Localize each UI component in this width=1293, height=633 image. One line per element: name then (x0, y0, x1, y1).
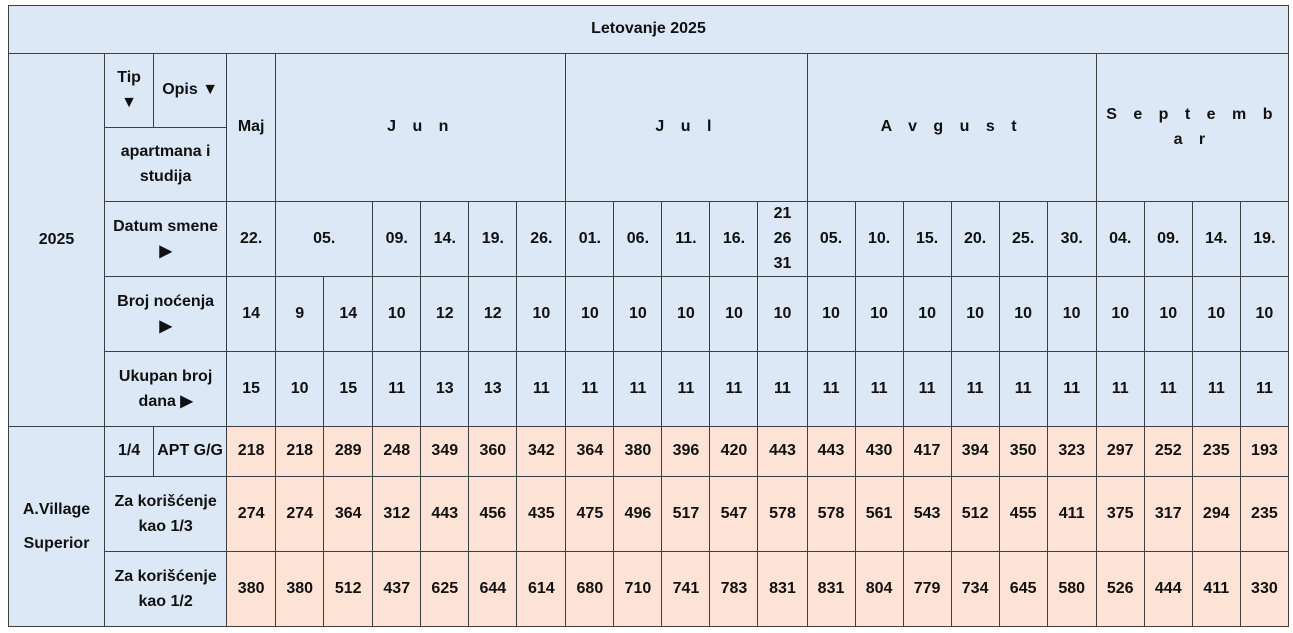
days-cell: 11 (1192, 352, 1240, 427)
price-cell: 645 (999, 552, 1047, 627)
month-jul: J u l (566, 54, 807, 202)
price-cell: 420 (710, 427, 758, 477)
price-cell: 512 (324, 552, 373, 627)
days-cell: 11 (758, 352, 807, 427)
price-cell: 475 (566, 477, 614, 552)
date-cell: 14. (1192, 202, 1240, 277)
days-cell: 15 (227, 352, 276, 427)
nights-cell: 12 (421, 277, 469, 352)
nights-cell: 10 (1096, 277, 1144, 352)
nights-cell: 10 (1240, 277, 1288, 352)
price-cell: 396 (662, 427, 710, 477)
row-label-broj: Broj noćenja ▶ (105, 277, 227, 352)
date-cell: 09. (373, 202, 421, 277)
days-cell: 13 (469, 352, 517, 427)
price-cell: 274 (227, 477, 276, 552)
date-cell: 14. (421, 202, 469, 277)
nights-cell: 10 (517, 277, 566, 352)
price-cell: 289 (324, 427, 373, 477)
price-cell: 444 (1144, 552, 1192, 627)
price-cell: 680 (566, 552, 614, 627)
date-cell: 26. (517, 202, 566, 277)
price-cell: 779 (903, 552, 951, 627)
days-cell: 11 (999, 352, 1047, 427)
date-cell: 05. (807, 202, 855, 277)
price-cell: 218 (227, 427, 276, 477)
days-cell: 11 (710, 352, 758, 427)
property-cell (9, 427, 105, 627)
nights-cell: 9 (276, 277, 324, 352)
date-cell: 19. (469, 202, 517, 277)
nights-cell: 10 (807, 277, 855, 352)
month-maj: Maj (227, 54, 276, 202)
date-cell: 20. (951, 202, 999, 277)
year-cell: 2025 (9, 54, 105, 427)
days-cell: 11 (1240, 352, 1288, 427)
date-cell: 16. (710, 202, 758, 277)
month-septembar: S e p t e m b a r (1096, 54, 1288, 202)
month-jun: J u n (276, 54, 566, 202)
date-cell: 15. (903, 202, 951, 277)
price-cell: 218 (276, 427, 324, 477)
days-cell: 11 (614, 352, 662, 427)
price-cell: 193 (1240, 427, 1288, 477)
days-cell: 11 (855, 352, 903, 427)
date-cell: 11. (662, 202, 710, 277)
price-cell: 411 (1047, 477, 1096, 552)
price-cell: 349 (421, 427, 469, 477)
price-cell: 274 (276, 477, 324, 552)
nights-cell: 10 (1144, 277, 1192, 352)
price-cell: 625 (421, 552, 469, 627)
date-cell: 04. (1096, 202, 1144, 277)
nights-cell: 10 (662, 277, 710, 352)
price-cell: 734 (951, 552, 999, 627)
date-cell: 21 26 31 (758, 202, 807, 277)
unit-code: 1/4 (105, 427, 154, 477)
days-cell: 11 (566, 352, 614, 427)
nights-cell: 10 (903, 277, 951, 352)
price-cell: 578 (758, 477, 807, 552)
type-description: apartmana i studija (105, 128, 227, 202)
nights-cell: 10 (758, 277, 807, 352)
days-cell: 11 (1144, 352, 1192, 427)
price-cell: 437 (373, 552, 421, 627)
price-cell: 455 (999, 477, 1047, 552)
date-cell: 25. (999, 202, 1047, 277)
price-cell: 443 (807, 427, 855, 477)
date-cell: 22. (227, 202, 276, 277)
usage-label-1-2: Za korišćenje kao 1/2 (105, 552, 227, 627)
nights-cell: 12 (469, 277, 517, 352)
price-cell: 443 (758, 427, 807, 477)
nights-cell: 10 (1047, 277, 1096, 352)
price-cell: 235 (1240, 477, 1288, 552)
price-cell: 364 (324, 477, 373, 552)
price-cell: 235 (1192, 427, 1240, 477)
price-cell: 297 (1096, 427, 1144, 477)
price-cell: 517 (662, 477, 710, 552)
price-cell: 294 (1192, 477, 1240, 552)
price-cell: 526 (1096, 552, 1144, 627)
price-cell: 375 (1096, 477, 1144, 552)
price-cell: 496 (614, 477, 662, 552)
price-table-wrapper (8, 5, 1289, 627)
price-cell: 804 (855, 552, 903, 627)
days-cell: 11 (373, 352, 421, 427)
price-cell: 380 (276, 552, 324, 627)
price-cell: 710 (614, 552, 662, 627)
days-cell: 10 (276, 352, 324, 427)
price-cell: 547 (710, 477, 758, 552)
nights-cell: 10 (373, 277, 421, 352)
date-cell: 09. (1144, 202, 1192, 277)
nights-cell: 14 (227, 277, 276, 352)
price-cell: 411 (1192, 552, 1240, 627)
price-cell: 342 (517, 427, 566, 477)
nights-cell: 10 (855, 277, 903, 352)
nights-cell: 10 (999, 277, 1047, 352)
tip-header: Tip ▼ (105, 54, 154, 128)
table-title: Letovanje 2025 (9, 6, 1289, 54)
price-cell: 364 (566, 427, 614, 477)
date-cell: 19. (1240, 202, 1288, 277)
month-avgust: A v g u s t (807, 54, 1096, 202)
price-cell: 252 (1144, 427, 1192, 477)
row-label-ukupan: Ukupan broj dana ▶ (105, 352, 227, 427)
days-cell: 11 (951, 352, 999, 427)
days-cell: 11 (517, 352, 566, 427)
row-label-datum: Datum smene ▶ (105, 202, 227, 277)
price-cell: 380 (227, 552, 276, 627)
price-cell: 456 (469, 477, 517, 552)
price-cell: 543 (903, 477, 951, 552)
days-cell: 15 (324, 352, 373, 427)
price-cell: 312 (373, 477, 421, 552)
property-class: Superior (23, 534, 90, 552)
property-name: A.Village (22, 501, 91, 519)
unit-label: APT G/G (154, 427, 227, 477)
price-cell: 443 (421, 477, 469, 552)
price-cell: 512 (951, 477, 999, 552)
date-cell: 30. (1047, 202, 1096, 277)
price-cell: 330 (1240, 552, 1288, 627)
price-table (8, 5, 1289, 627)
price-cell: 614 (517, 552, 566, 627)
price-cell: 561 (855, 477, 903, 552)
nights-cell: 10 (951, 277, 999, 352)
days-cell: 11 (662, 352, 710, 427)
price-cell: 360 (469, 427, 517, 477)
price-cell: 578 (807, 477, 855, 552)
price-cell: 323 (1047, 427, 1096, 477)
price-cell: 317 (1144, 477, 1192, 552)
date-cell: 05. (276, 202, 373, 277)
days-cell: 13 (421, 352, 469, 427)
nights-cell: 10 (566, 277, 614, 352)
price-cell: 248 (373, 427, 421, 477)
date-cell: 10. (855, 202, 903, 277)
days-cell: 11 (1047, 352, 1096, 427)
usage-label-1-3: Za korišćenje kao 1/3 (105, 477, 227, 552)
days-cell: 11 (903, 352, 951, 427)
price-cell: 580 (1047, 552, 1096, 627)
nights-cell: 10 (614, 277, 662, 352)
nights-cell: 10 (1192, 277, 1240, 352)
price-cell: 783 (710, 552, 758, 627)
price-cell: 644 (469, 552, 517, 627)
days-cell: 11 (1096, 352, 1144, 427)
nights-cell: 14 (324, 277, 373, 352)
price-cell: 435 (517, 477, 566, 552)
days-cell: 11 (807, 352, 855, 427)
price-cell: 831 (807, 552, 855, 627)
opis-header: Opis ▼ (154, 54, 227, 128)
price-cell: 831 (758, 552, 807, 627)
price-cell: 741 (662, 552, 710, 627)
price-cell: 350 (999, 427, 1047, 477)
price-cell: 417 (903, 427, 951, 477)
nights-cell: 10 (710, 277, 758, 352)
date-cell: 06. (614, 202, 662, 277)
date-cell: 01. (566, 202, 614, 277)
price-cell: 430 (855, 427, 903, 477)
price-cell: 380 (614, 427, 662, 477)
price-cell: 394 (951, 427, 999, 477)
